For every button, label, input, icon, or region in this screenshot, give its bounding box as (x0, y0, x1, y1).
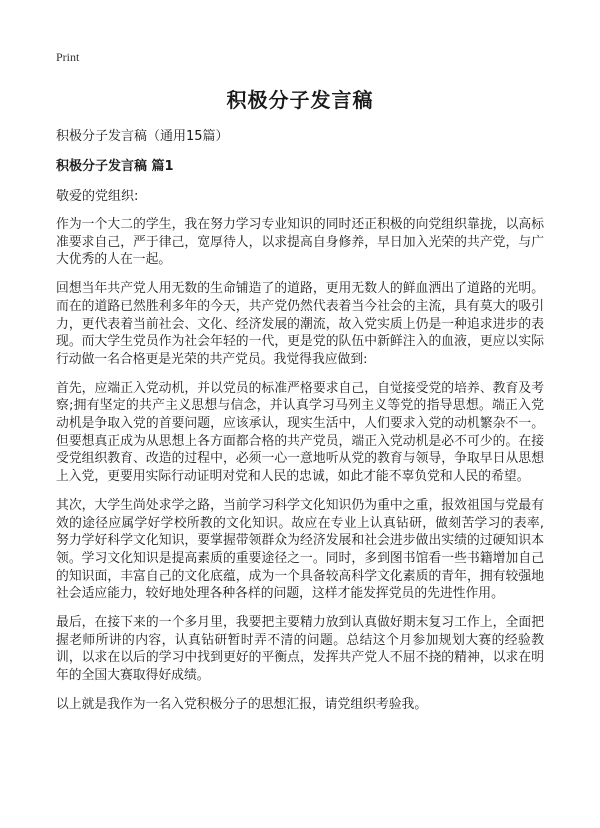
paragraph: 最后，在接下来的一个多月里，我要把主要精力放到认真做好期末复习工作上，全面把握老师所讲的内容，认真钻研暂时弄不清的问题。总结这个月参加规划大赛的经验教训，以求在以后的学习中找到更好的平衡点，发挥共产党人不屈不挠的精神，以求在明年的全国大赛取得好成绩。 (56, 615, 544, 684)
paragraph: 首先，应端正入党动机，并以党员的标准严格要求自己，自觉接受党的培养、教育及考察;拥有坚定的共产主义思想与信念，并认真学习马列主义等党的指导思想。端正入党动机是争取入党的首要问题，应该承认，现实生活中，人们要求入党的动机繁杂不一。但要想真正成为从思想上各方面都合格的共产党员，端正入党动机是必不可少的。在接受党组织教育、改造的过程中，必须一心一意地听从党的教育与领导，争取早日从思想上入党，更要用实际行动证明对党和人民的忠诚，如此才能不辜负党和人民的希望。 (56, 380, 544, 485)
paragraph: 回想当年共产党人用无数的生命铺造了的道路，更用无数人的鲜血洒出了道路的光明。而在的道路已然胜利多年的今天，共产党仍然代表着当今社会的主流，具有莫大的吸引力，更代表着当前社会、文化、经济发展的潮流，故入党实质上仍是一种追求进步的表现。而大学生党员作为社会年轻的一代，更是党的队伍中新鲜注入的血液，更应以实际行动做一名合格更是光荣的共产党员。我觉得我应做到: (56, 281, 544, 367)
paragraph: 作为一个大二的学生，我在努力学习专业知识的同时还正积极的向党组织靠拢，以高标准要求自己，严于律己，宽厚待人，以求提高自身修养，早日加入光荣的共产党，与广大优秀的人在一起。 (56, 217, 544, 268)
greeting: 敬爱的党组织: (56, 189, 139, 204)
paragraph: 其次，大学生尚处求学之路，当前学习科学文化知识仍为重中之重，报效祖国与党最有效的途径应属学好学校所教的文化知识。故应在专业上认真钻研，做刻苦学习的表率,努力学好科学文化知识，要掌握带领群众为经济发展和社会进步做出实绩的过硬知识本领。学习文化知识是提高素质的重要途径之一。同时，多到图书馆看一些书籍增加自己的知识面，丰富自己的文化底蕴，成为一个具备较高科学文化素质的青年，拥有较强地社会适应能力，较好地处理各种各样的问题，这样才能发挥党员的先进性作用。 (56, 497, 544, 602)
document-subtitle: 积极分子发言稿（通用15篇） (56, 129, 229, 144)
document-title: 积极分子发言稿 (226, 88, 374, 112)
print-link[interactable]: Print (56, 50, 80, 64)
section-heading: 积极分子发言稿 篇1 (56, 159, 174, 174)
paragraph: 以上就是我作为一名入党积极分子的思想汇报，请党组织考验我。 (56, 696, 428, 712)
